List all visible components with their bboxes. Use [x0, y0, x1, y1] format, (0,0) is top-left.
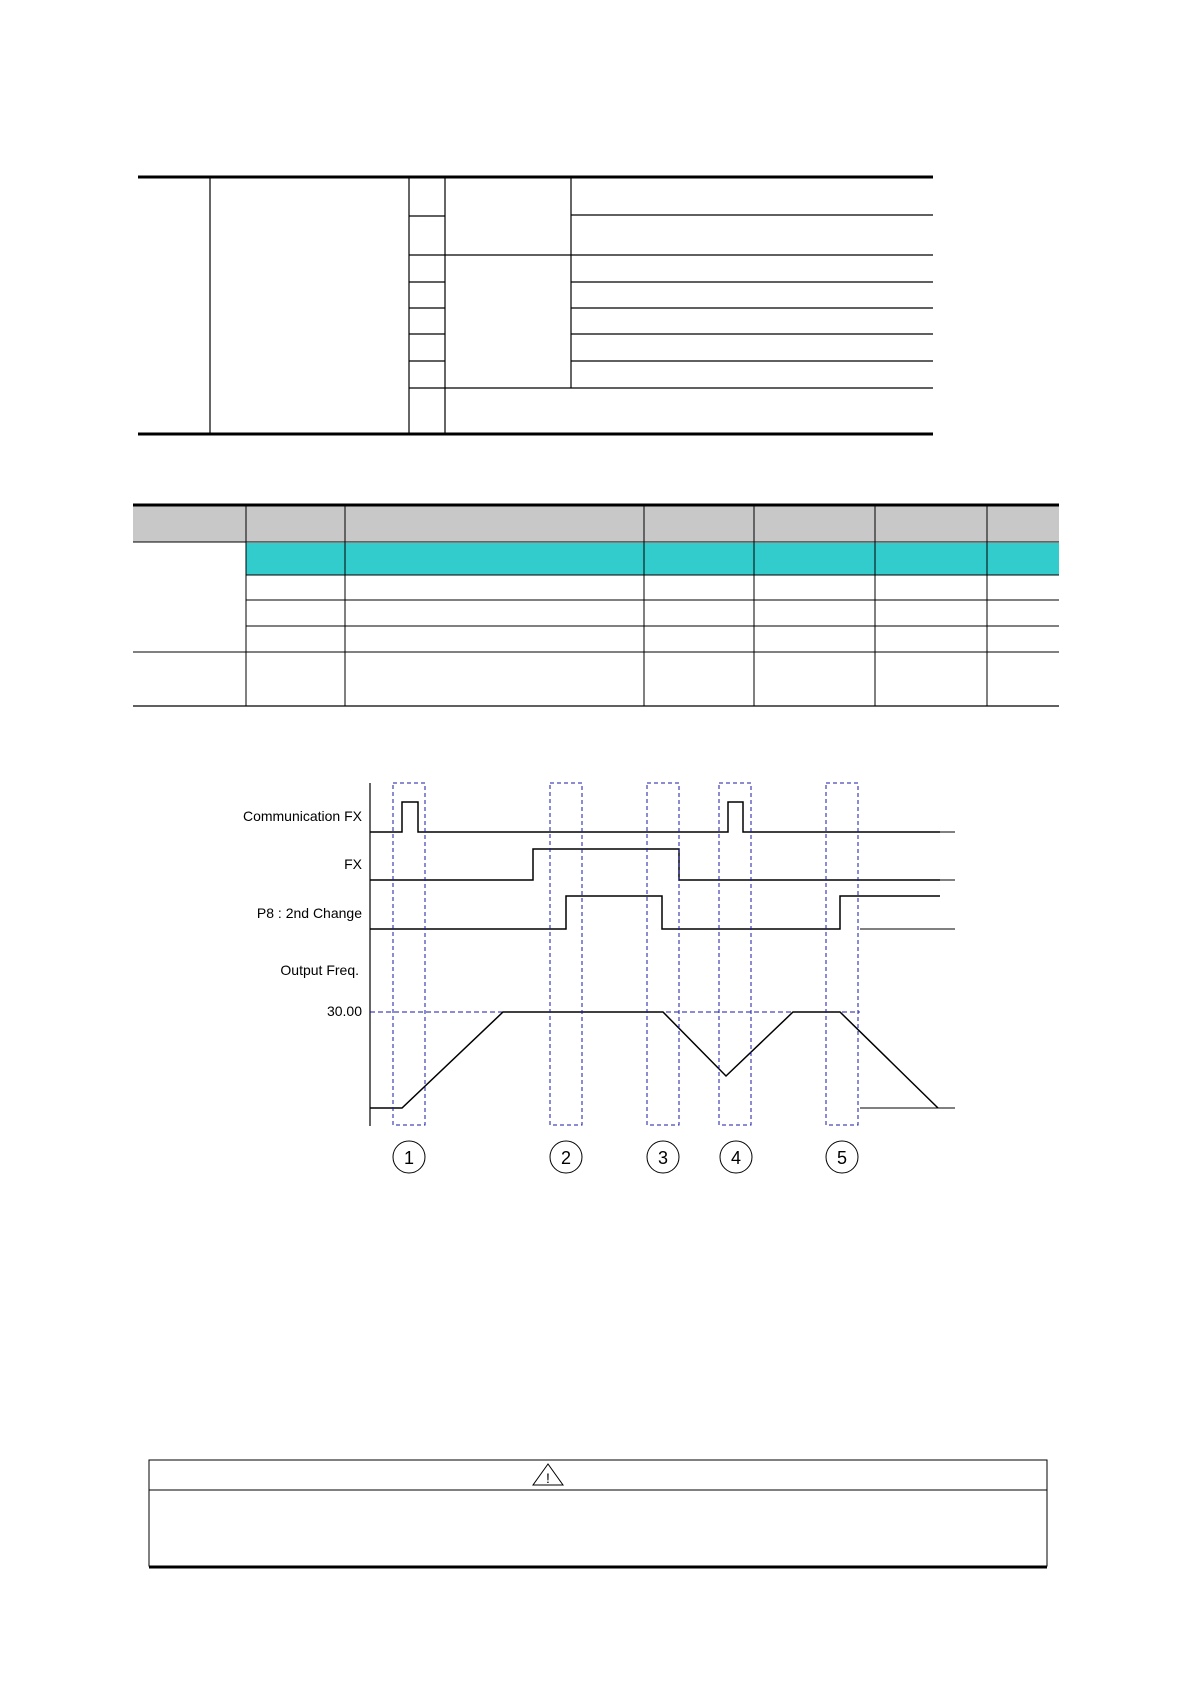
timing-diagram — [243, 783, 955, 1173]
marker-box-1 — [393, 783, 425, 1125]
settings-table — [138, 177, 933, 434]
waveform-fx — [370, 849, 940, 880]
marker-box-2 — [550, 783, 582, 1125]
signal-label-output-freq: Output Freq. — [280, 962, 359, 978]
code-table — [133, 505, 1059, 706]
waveform-p8-2nd-change — [370, 896, 940, 929]
warning-symbol: ! — [546, 1470, 550, 1486]
waveform-communication-fx — [370, 802, 940, 832]
code-table-highlight-row — [246, 543, 1059, 575]
marker-number-1: 1 — [403, 1148, 415, 1168]
marker-number-5: 5 — [836, 1148, 848, 1168]
caution-box — [149, 1460, 1047, 1567]
signal-label-communication-fx: Communication FX — [242, 808, 362, 824]
marker-number-3: 3 — [657, 1148, 669, 1168]
signal-label-p8-2nd-change: P8 : 2nd Change — [256, 905, 362, 921]
marker-number-4: 4 — [730, 1148, 742, 1168]
marker-box-5 — [826, 783, 858, 1125]
freq-level-label: 30.00 — [326, 1003, 362, 1019]
code-table-header-row — [133, 506, 1059, 542]
waveform-output-freq — [370, 1012, 938, 1108]
marker-box-3 — [647, 783, 679, 1125]
marker-number-2: 2 — [560, 1148, 572, 1168]
warning-triangle-icon — [533, 1464, 563, 1486]
signal-label-fx: FX — [344, 856, 362, 872]
